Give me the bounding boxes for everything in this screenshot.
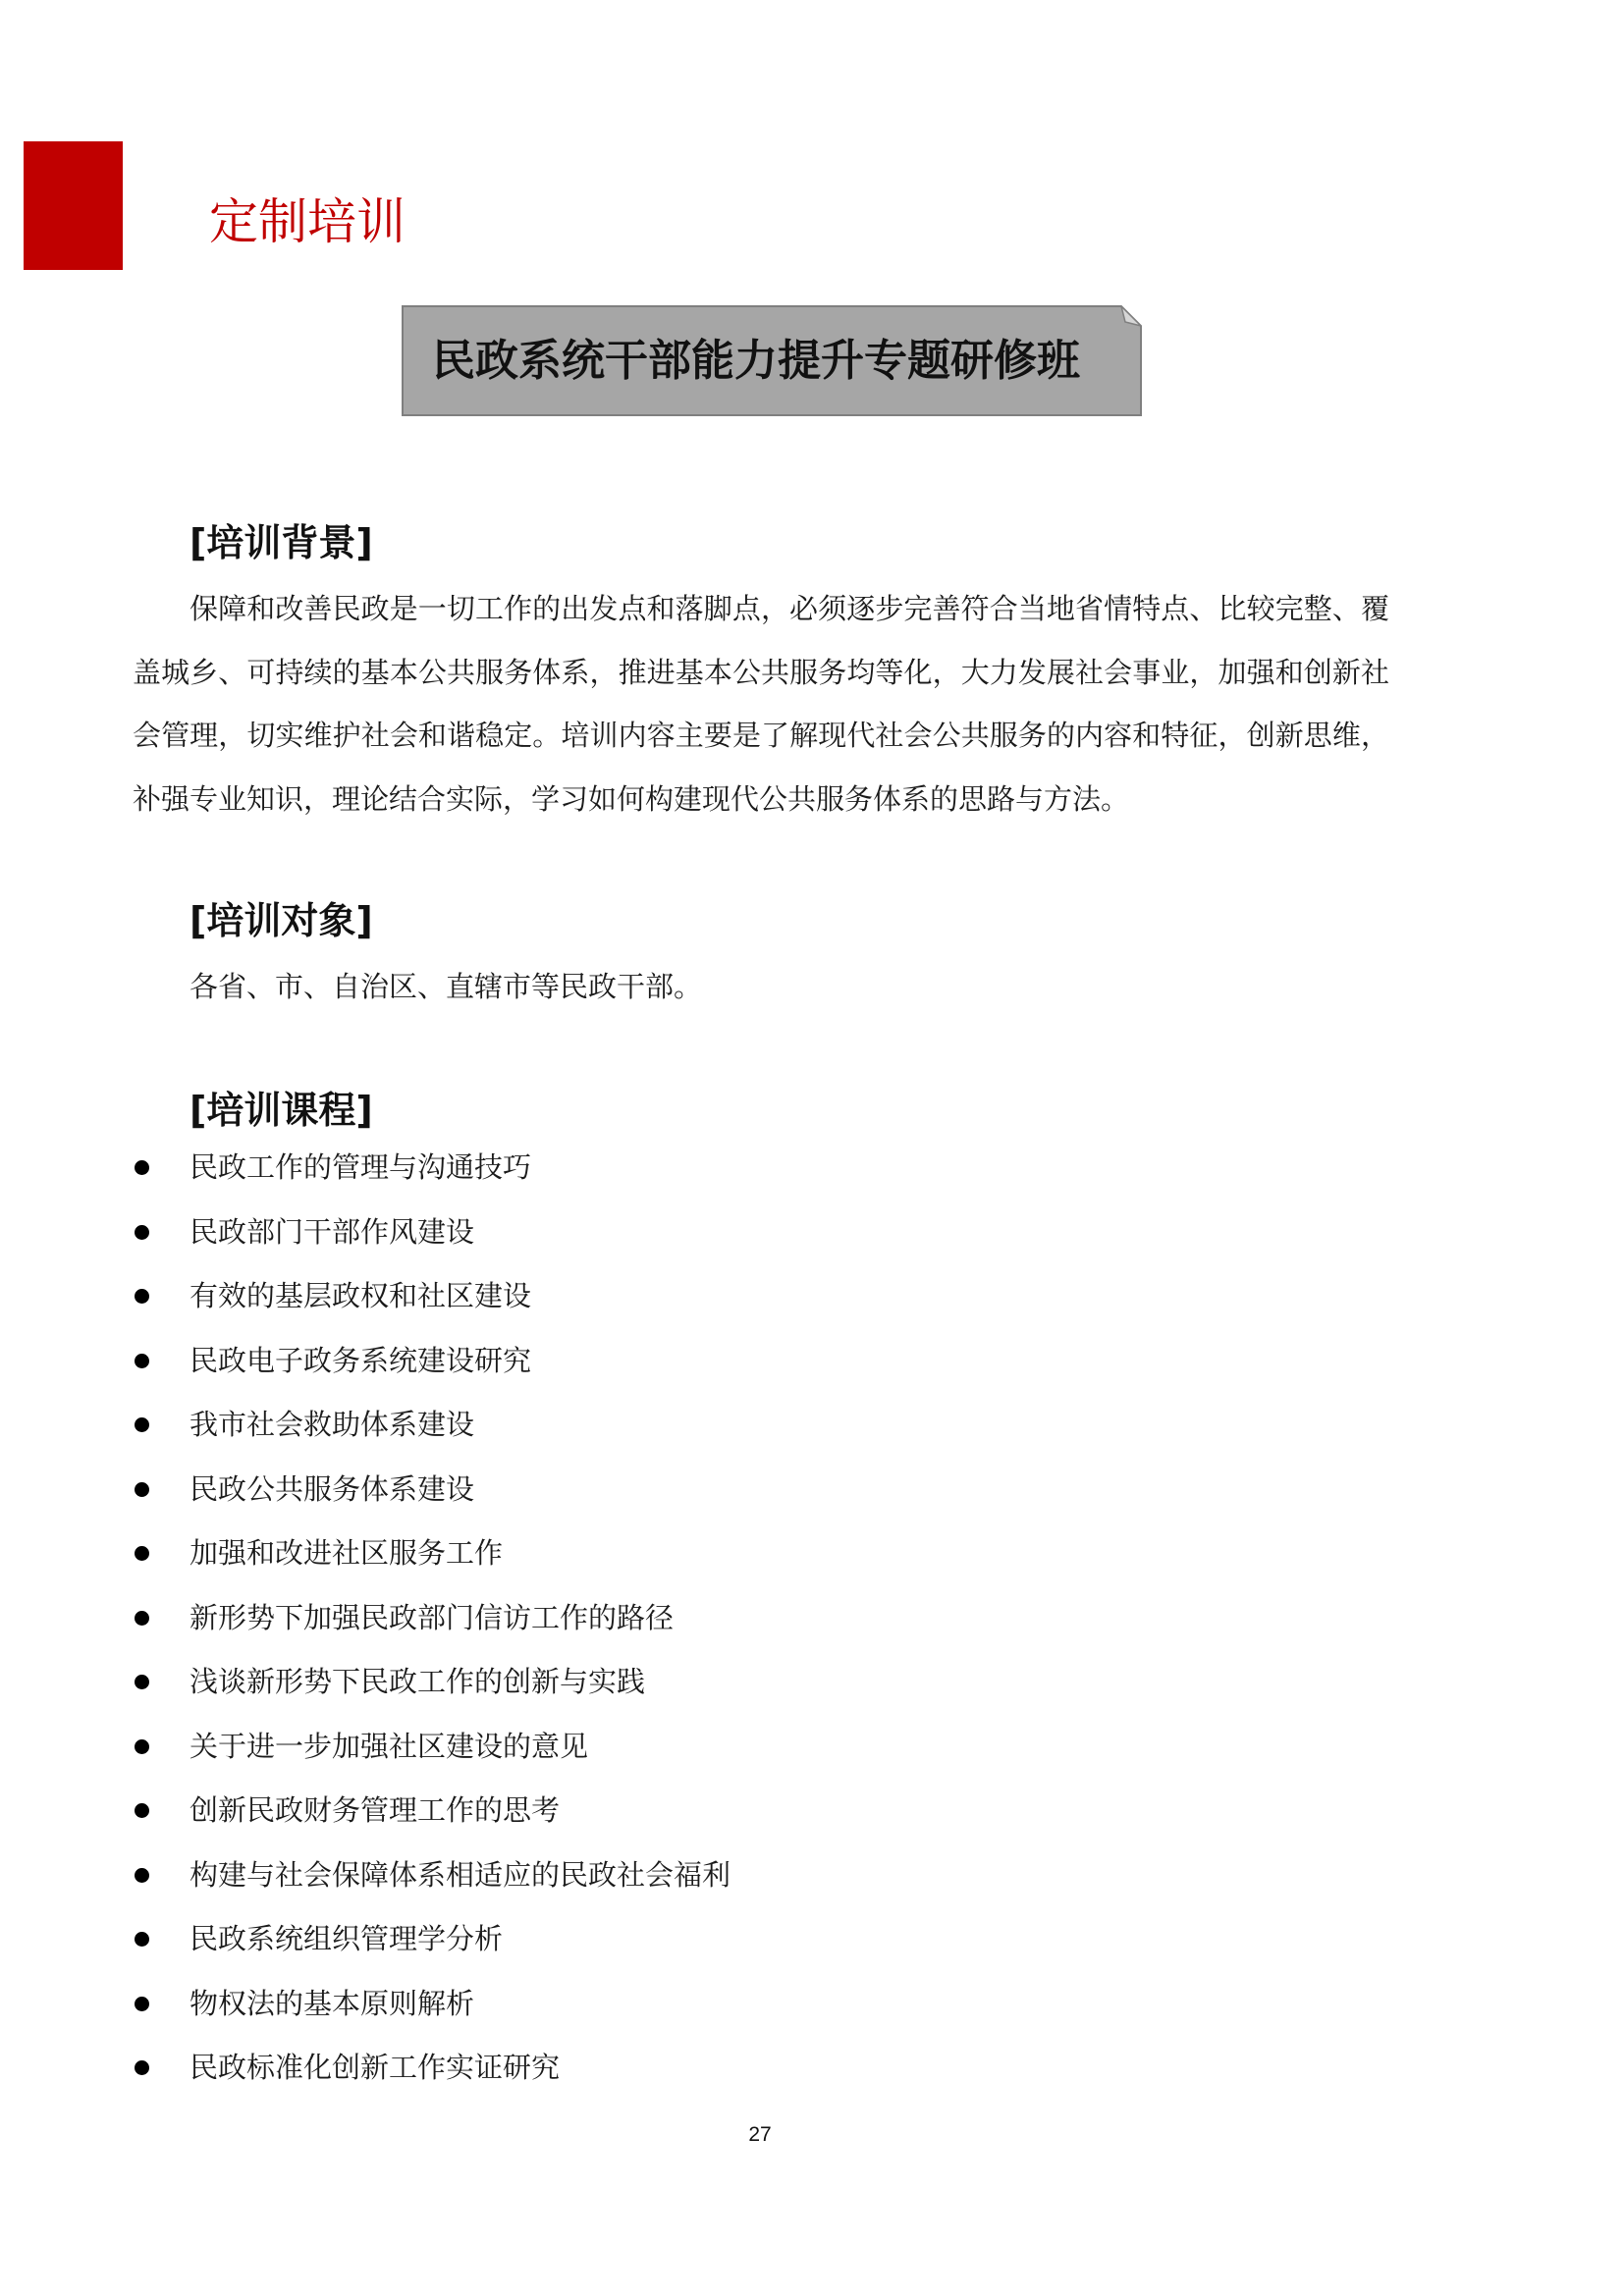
list-item [0,1843,1624,1908]
bullet-icon [135,1354,149,1368]
bullet-icon [135,1675,149,1689]
list-item-text: 我市社会救助体系建设 [189,1408,475,1441]
bullet-icon [135,1289,149,1304]
audience-paragraph: 各省、市、自治区、直辖市等民政干部。 [189,970,703,1003]
list-item [0,1393,1624,1458]
list-item-text: 物权法的基本原则解析 [189,1986,475,2020]
bullet-icon [135,1482,149,1497]
bullet-icon [135,1997,149,2011]
list-item-text: 新形势下加强民政部门信访工作的路径 [189,1600,675,1634]
background-heading: [培训背景] [189,521,373,564]
bullet-icon [135,1417,149,1432]
bullet-icon [135,1546,149,1561]
bullet-icon [135,2060,149,2075]
list-item-text: 创新民政财务管理工作的思考 [189,1793,561,1827]
list-item [0,1329,1624,1394]
list-item [0,1779,1624,1843]
bullet-icon [135,1803,149,1818]
list-item [0,1907,1624,1972]
list-item-text: 民政部门干部作风建设 [189,1214,475,1249]
course-title-box [402,305,1142,416]
bullet-icon [135,1611,149,1626]
list-item [0,1136,1624,1201]
list-item [0,1264,1624,1329]
list-item-text: 民政标准化创新工作实证研究 [189,2051,561,2084]
list-item [0,1458,1624,1522]
bullet-icon [135,1160,149,1175]
course-title: 民政系统干部能力提升专题研修班 [432,336,1080,386]
list-item-text: 民政系统组织管理学分析 [189,1922,504,1955]
curriculum-list [0,1136,1624,2101]
section-title: 定制培训 [209,193,406,250]
list-item-text: 民政工作的管理与沟通技巧 [189,1150,532,1184]
page-number: 27 [748,2123,772,2146]
bullet-icon [135,1868,149,1883]
list-item-text: 关于进一步加强社区建设的意见 [189,1729,589,1763]
list-item [0,1650,1624,1715]
list-item-text: 有效的基层政权和社区建设 [189,1279,532,1312]
list-item [0,2036,1624,2101]
list-item-text: 民政电子政务系统建设研究 [189,1343,532,1377]
list-item-text: 浅谈新形势下民政工作的创新与实践 [189,1665,646,1698]
curriculum-heading: [培训课程] [189,1089,373,1132]
bullet-icon [135,1225,149,1240]
list-item-text: 加强和改进社区服务工作 [189,1536,504,1570]
list-item [0,1586,1624,1651]
list-item [0,1972,1624,2037]
list-item-text: 构建与社会保障体系相适应的民政社会福利 [189,1857,731,1892]
list-item-text: 民政公共服务体系建设 [189,1471,475,1506]
list-item [0,1201,1624,1265]
bullet-icon [135,1739,149,1754]
section-marker-block [24,141,123,270]
list-item [0,1522,1624,1586]
background-paragraph: 保障和改善民政是一切工作的出发点和落脚点，必须逐步完善符合当地省情特点、比较完整、覆盖城乡、可持续的基本公共服务体系，推进基本公共服务均等化，大力发展社会事业，加强和创新社会管理，切实维护社会和谐稳定。培训内容主要是了解现代社会公共服务的内容和特征，创新思维，补强专业知识，理论结合实际，学习如何构建现代公共服务体系的思路与方法。 [133,592,1389,816]
audience-heading: [培训对象] [189,899,373,942]
list-item [0,1715,1624,1780]
bullet-icon [135,1932,149,1947]
